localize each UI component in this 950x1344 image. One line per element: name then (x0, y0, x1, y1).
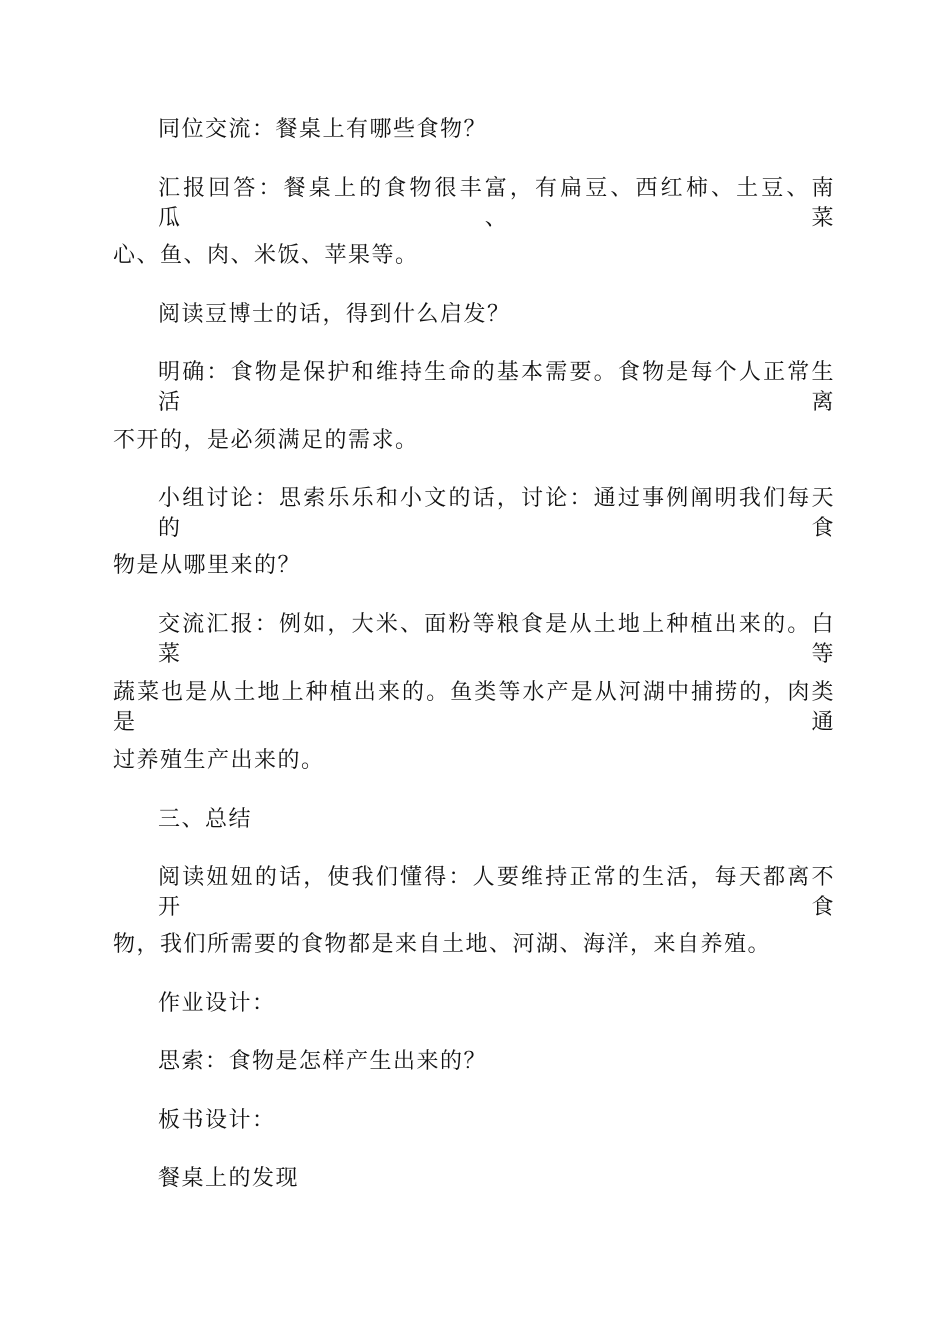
text-line-13: 阅读妞妞的话，使我们懂得：人要维持正常的生活，每天都离不开食 (158, 865, 835, 920)
text-line-3: 心、鱼、肉、米饭、苹果等。 (113, 243, 419, 268)
board-design-title: 餐桌上的发现 (158, 1166, 300, 1191)
section-heading-summary: 三、总结 (158, 807, 253, 832)
text-line-5: 明确：食物是保护和维持生命的基本需要。食物是每个人正常生活离 (158, 360, 835, 415)
text-line-9: 交流汇报：例如，大米、面粉等粮食是从土地上种植出来的。白菜等 (158, 612, 835, 667)
text-line-10: 蔬菜也是从土地上种植出来的。鱼类等水产是从河湖中捕捞的，肉类是通 (113, 680, 835, 735)
board-design-heading: 板书设计： (158, 1108, 276, 1133)
text-line-16: 思索：食物是怎样产生出来的？ (158, 1049, 488, 1074)
text-line-6: 不开的，是必须满足的需求。 (113, 428, 419, 453)
text-line-2: 汇报回答：餐桌上的食物很丰富，有扁豆、西红柿、土豆、南瓜、菜 (158, 176, 835, 231)
text-line-4: 阅读豆博士的话，得到什么启发？ (158, 302, 511, 327)
text-line-14: 物，我们所需要的食物都是来自土地、河湖、海洋，来自养殖。 (113, 932, 772, 957)
text-line-1: 同位交流：餐桌上有哪些食物？ (158, 117, 488, 142)
text-line-8: 物是从哪里来的？ (113, 553, 302, 578)
text-line-11: 过养殖生产出来的。 (113, 748, 325, 773)
text-line-7: 小组讨论：思索乐乐和小文的话，讨论：通过事例阐明我们每天的食 (158, 486, 835, 541)
homework-heading: 作业设计： (158, 991, 276, 1016)
